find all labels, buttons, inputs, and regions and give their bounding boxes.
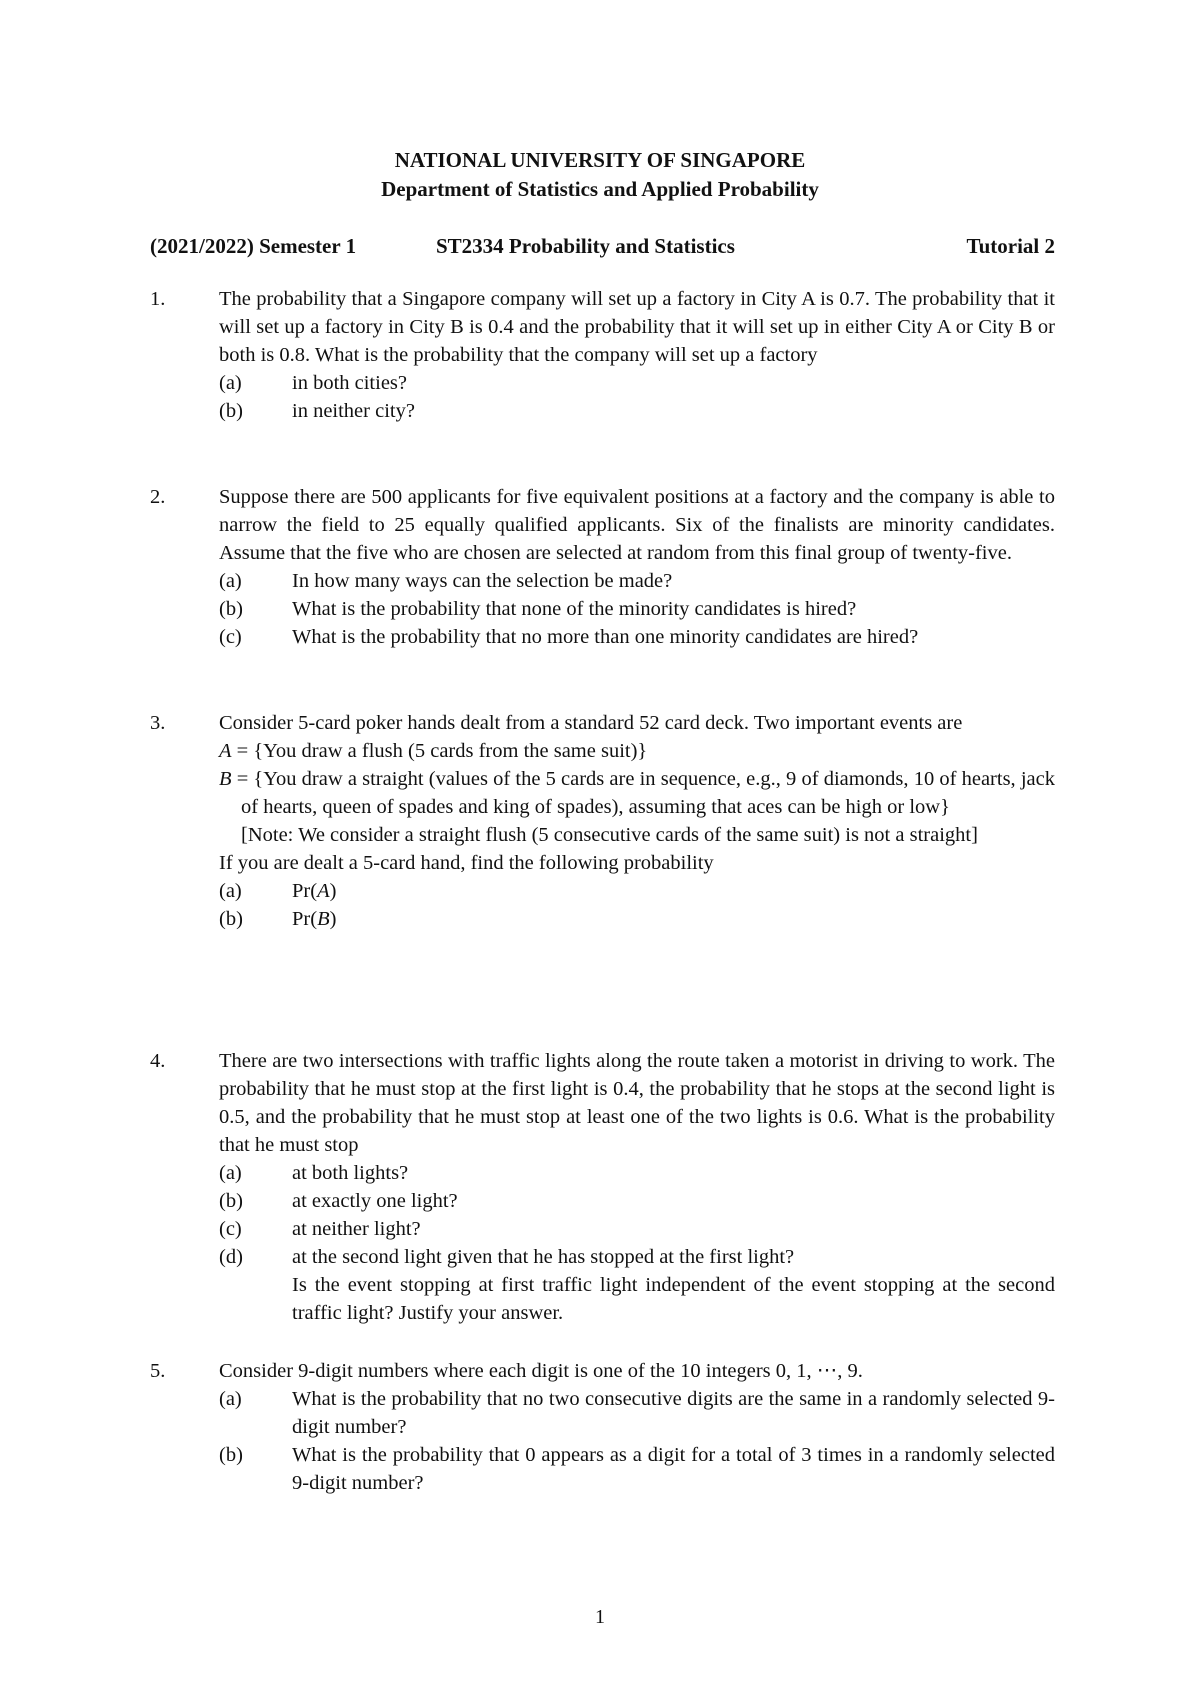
university-title: NATIONAL UNIVERSITY OF SINGAPORE: [394, 148, 806, 172]
question-number: 1.: [150, 288, 166, 310]
part-text: at the second light given that he has stopped at the first light?: [292, 1246, 795, 1268]
part-label: (a): [219, 1162, 242, 1184]
question-note: [Note: We consider a straight flush (5 consecutive cards of the same suit) is not a straight]: [241, 824, 978, 846]
formula-symbol: B: [317, 908, 330, 930]
question-part: [219, 1159, 1055, 1187]
department-title: Department of Statistics and Applied Probability: [381, 177, 819, 201]
tutorial-label: Tutorial 2: [966, 234, 1055, 258]
page-number: 1: [595, 1606, 605, 1628]
part-label: (b): [219, 908, 243, 930]
question-1: [150, 285, 1055, 425]
part-text: What is the probability that none of the minority candidates is hired?: [292, 598, 857, 620]
part-extra-text: Is the event stopping at first traffic light independent of the event stopping at the second traffic light? Justify your answer.: [292, 1274, 1055, 1324]
part-formula: [292, 880, 336, 902]
part-text: What is the probability that no two consecutive digits are the same in a randomly selected 9-digit number?: [292, 1388, 1055, 1438]
formula-suffix: ): [329, 908, 337, 930]
question-part: [219, 623, 1055, 651]
question-number: 3.: [150, 712, 166, 734]
question-part: [219, 1215, 1055, 1243]
part-label: (d): [219, 1246, 243, 1268]
question-text: Consider 5-card poker hands dealt from a standard 52 card deck. Two important events are: [219, 712, 963, 734]
question-number: 4.: [150, 1050, 166, 1072]
question-text: Consider 9-digit numbers where each digit is one of the 10 integers 0, 1, ⋯, 9.: [219, 1360, 863, 1382]
part-text: at both lights?: [292, 1162, 409, 1184]
question-2: [150, 483, 1055, 651]
course-label: ST2334 Probability and Statistics: [436, 234, 735, 258]
part-label: (a): [219, 880, 242, 902]
part-formula: [292, 908, 336, 930]
part-label: (a): [219, 570, 242, 592]
question-part: [219, 1243, 1055, 1327]
formula-prefix: Pr(: [292, 880, 318, 902]
formula-suffix: ): [329, 880, 337, 902]
part-text: What is the probability that 0 appears as a digit for a total of 3 times in a randomly selected 9-digit number?: [292, 1444, 1055, 1494]
question-text-2: If you are dealt a 5-card hand, find the following probability: [219, 852, 714, 874]
question-part: [219, 595, 1055, 623]
question-part: [219, 905, 1055, 933]
question-text: There are two intersections with traffic lights along the route taken a motorist in driving to work. The probability that he must stop at the first light is 0.4, the probability that he stops at the second light is 0.5, and the probability that he must stop at least one of the two lights is 0.6. What is the probability that he must stop: [219, 1050, 1055, 1156]
question-3: [150, 709, 1055, 933]
event-b-definition: [219, 765, 1055, 821]
course-header: [150, 234, 1055, 264]
question-4: [150, 1047, 1055, 1327]
part-text: at exactly one light?: [292, 1190, 458, 1212]
part-text: in both cities?: [292, 372, 408, 394]
part-label: (a): [219, 372, 242, 394]
part-text: in neither city?: [292, 400, 415, 422]
question-part: [219, 877, 1055, 905]
question-number: 5.: [150, 1360, 166, 1382]
question-part: [219, 1441, 1055, 1497]
question-text: Suppose there are 500 applicants for five equivalent positions at a factory and the company is able to narrow the field to 25 equally qualified applicants. Six of the finalists are minority candidates. Assume that the five who are chosen are selected at random from this final group of twenty-five.: [219, 486, 1055, 564]
part-text: In how many ways can the selection be made?: [292, 570, 673, 592]
part-label: (b): [219, 1190, 243, 1212]
part-label: (b): [219, 400, 243, 422]
event-b-symbol: B: [219, 768, 232, 790]
question-part: [219, 1187, 1055, 1215]
event-a-text: = {You draw a flush (5 cards from the same suit)}: [231, 740, 648, 762]
part-label: (c): [219, 626, 242, 648]
question-part: [219, 369, 1055, 397]
question-part: [219, 1385, 1055, 1441]
part-text: What is the probability that no more than one minority candidates are hired?: [292, 626, 919, 648]
part-label: (b): [219, 598, 243, 620]
event-a-symbol: A: [219, 740, 232, 762]
part-label: (c): [219, 1218, 242, 1240]
question-part: [219, 397, 1055, 425]
event-b-text: = {You draw a straight (values of the 5 cards are in sequence, e.g., 9 of diamonds, 10 of hearts, jack of hearts, queen of spades and king of spades), assuming that aces can be high or low}: [231, 768, 1055, 818]
question-number: 2.: [150, 486, 166, 508]
question-text: The probability that a Singapore company will set up a factory in City A is 0.7. The probability that it will set up a factory in City B is 0.4 and the probability that it will set up in either City A or City B or both is 0.8. What is the probability that the company will set up a factory: [219, 288, 1055, 366]
part-text: at neither light?: [292, 1218, 421, 1240]
question-5: [150, 1357, 1055, 1497]
event-a-definition: [219, 737, 1055, 765]
semester-label: (2021/2022) Semester 1: [150, 234, 357, 258]
formula-symbol: A: [317, 880, 330, 902]
formula-prefix: Pr(: [292, 908, 318, 930]
part-label: (b): [219, 1444, 243, 1466]
question-part: [219, 567, 1055, 595]
part-label: (a): [219, 1388, 242, 1410]
